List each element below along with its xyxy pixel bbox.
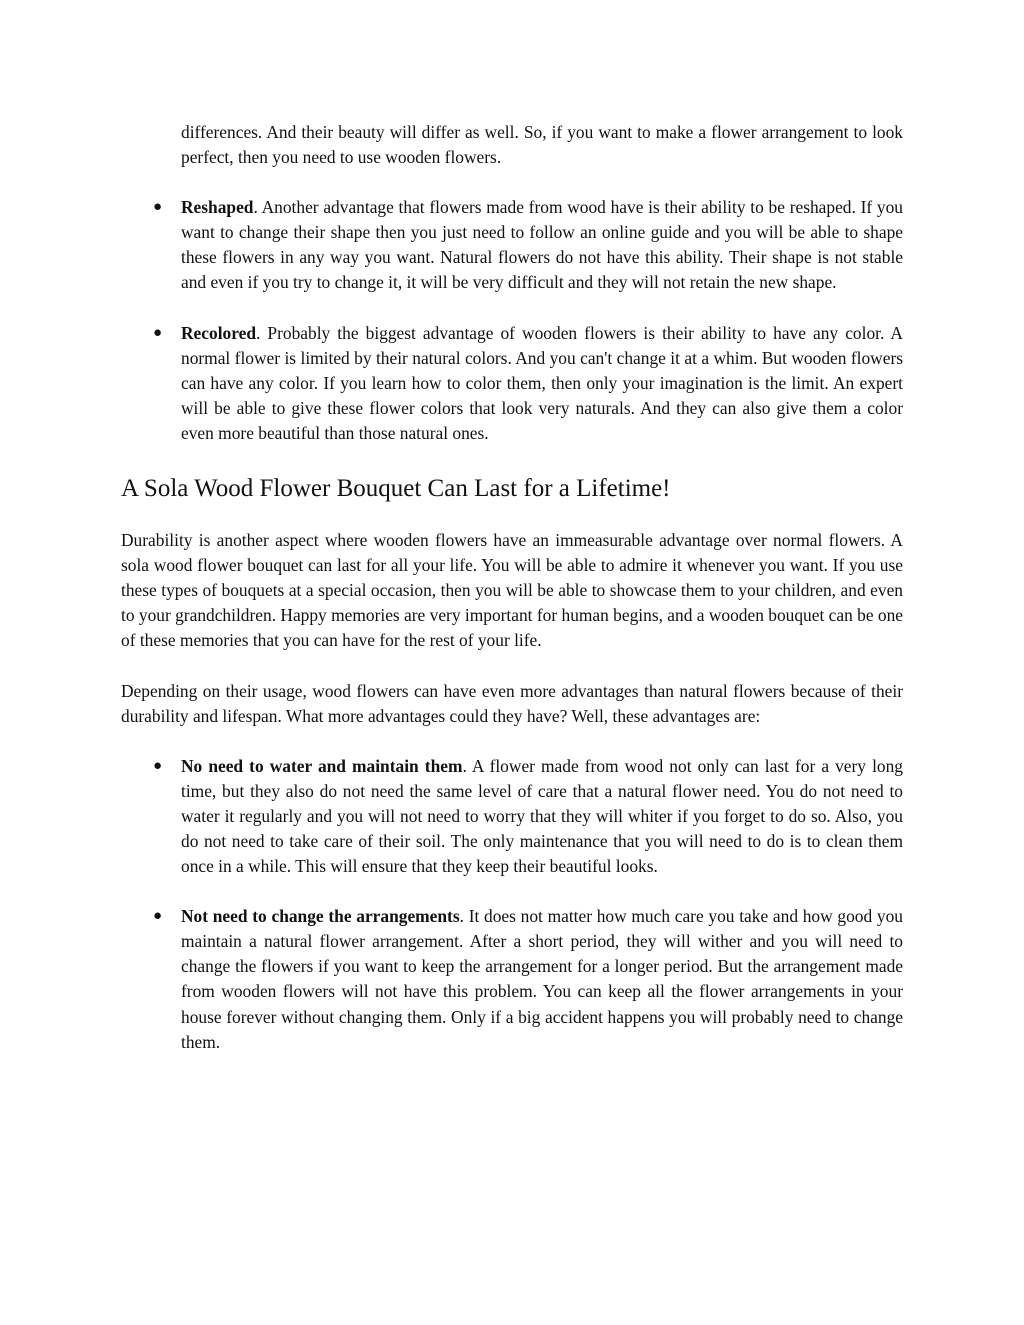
bullet-icon: ● — [153, 199, 163, 216]
document-page — [121, 120, 903, 1055]
bullet-recolored — [153, 321, 903, 446]
bullet-reshaped — [153, 195, 903, 295]
bullet-lead: Reshaped — [181, 197, 254, 218]
bullet-icon: ● — [153, 757, 163, 774]
bullet-text: . It does not matter how much care you take and how good you maintain a natural flower arrangement. After a short period, they will wither and you will need to change the flowers if you want to keep the arrangement for a longer period. But the arrangement made from wooden flowers will not have this problem. You can keep all the flower arrangements in your house forever without changing them. Only if a big accident happens you will probably need to change them. — [181, 906, 903, 1052]
bullet-text: . Probably the biggest advantage of wooden flowers is their ability to have any color. A normal flower is limited by their natural colors. And you can't change it at a whim. But wooden flowers can have any color. If you learn how to color them, then only your imagination is the limit. An expert will be able to give these flower colors that look very naturals. And they can also give them a color even more beautiful than those natural ones. — [181, 322, 903, 443]
bullet-lead: Not need to change the arrangements — [181, 906, 460, 927]
section-heading: A Sola Wood Flower Bouquet Can Last for a Lifetime! — [121, 475, 671, 503]
bullet-lead: No need to water and maintain them — [181, 755, 463, 776]
paragraph-usage: Depending on their usage, wood flowers can have even more advantages than natural flowers because of their durability and lifespan. What more advantages could they have? Well, these advantages are: — [121, 680, 903, 726]
bullet-lead: Recolored — [181, 322, 257, 343]
paragraph-durability: Durability is another aspect where wooden flowers have an immeasurable advantage over normal flowers. A sola wood flower bouquet can last for all your life. You will be able to admire it whenever you want. If you use these types of bouquets at a special occasion, then you will be able to showcase them to your children, and even to your grandchildren. Happy memories are very important for human begins, and a wooden bouquet can be one of these memories that you can have for the rest of your life. — [121, 530, 903, 651]
bullet-no-change — [153, 904, 903, 1055]
bullet-no-water — [153, 754, 903, 879]
bullet-text: . A flower made from wood not only can last for a very long time, but they also do not need the same level of care that a natural flower need. You do not need to water it regularly and you will not need to worry that they will whiter if you forget to do so. Also, you do not need to take care of their soil. The only maintenance that you will need to do is to clean them once in a while. This will ensure that they keep their beautiful looks. — [181, 755, 903, 877]
bullet-text: . Another advantage that flowers made from wood have is their ability to be reshaped. If you want to change their shape then you just need to follow an online guide and you will be able to shape these flowers in any way you want. Natural flowers do not have this ability. Their shape is not stable and even if you try to change it, it will be very difficult and they will not retain the new shape. — [181, 197, 903, 293]
intro-continuation: differences. And their beauty will differ as well. So, if you want to make a flower arrangement to look perfect, then you need to use wooden flowers. — [181, 122, 903, 168]
bullet-icon: ● — [153, 324, 163, 341]
bullet-icon: ● — [153, 908, 163, 925]
